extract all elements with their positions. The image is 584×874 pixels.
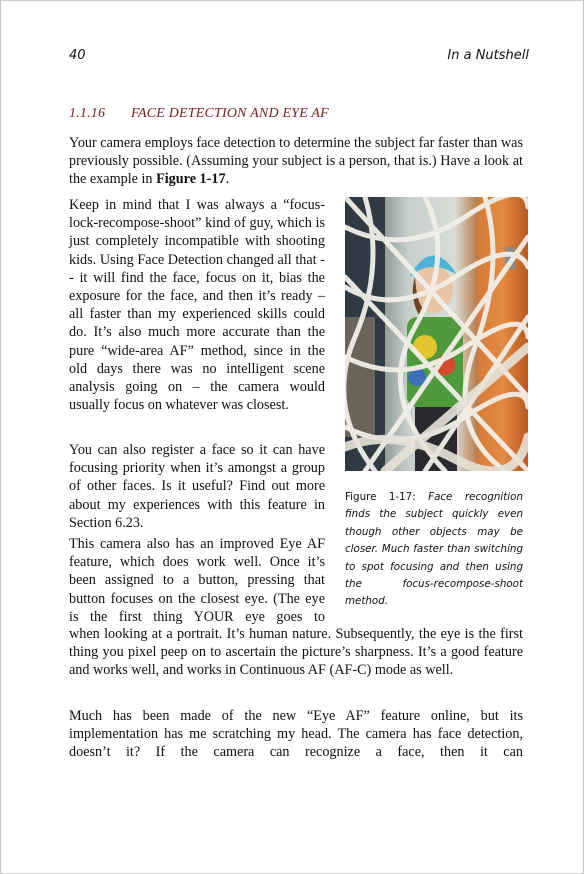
paragraph-eye-af-online: Much has been made of the new “Eye AF” feature online, but its implementation has me scratching my head. The camera has face detection, doesn’t it? If the camera can recognize a face, then it can [69,708,523,761]
figure-photo [345,197,528,471]
figure-reference: Figure 1-17 [156,171,226,188]
photo-child-climbing-net [345,197,528,471]
section-heading [69,106,329,122]
paragraph-intro-end: . [225,171,230,188]
figure-label: Figure 1-17: [345,491,416,503]
paragraph-intro [69,134,523,189]
section-title: FACE DETECTION AND EYE AF [131,106,329,121]
figure-caption [345,489,523,611]
running-title: In a Nutshell [447,48,529,63]
paragraph-focus-lock: Keep in mind that I was always a “focus-lock-recompose-shoot” kind of guy, which is just completely incompatible with shooting kids. Using Face Detection changed all that -- it will find the face, focus on it, bias the exposure for the face, and then it’s ready – all faster than my experienced skills could do. It’s also much more accurate than the pure “wide-area AF” method, since in the old days there was no intelligent scene analysis going on – the camera would usually focus on whatever was closest. [69,197,325,414]
paragraph-intro-text: Your camera employs face detection to determine the subject far faster than was previously possible. (Assuming your subject is a person, that is.) Have a look at the example in [69,135,523,188]
section-number: 1.1.16 [69,106,106,121]
paragraph-register-face: You can also register a face so it can have focusing priority when it’s amongst a group of other faces. Is it useful? Find out more about my experiences with this feature in Section 6.23. [69,442,325,531]
paragraph-eye-af-cont: when looking at a portrait. It’s human nature. Subsequently, the eye is the first thing you pixel peep on to ascertain the picture’s sharpness. It’s a good feature and works well, and works in Continuous AF (AF-C) mode as well. [69,626,523,679]
paragraph-eye-af-start: This camera also has an improved Eye AF feature, which does work well. Once it’s been assigned to a button, pressing that button focuses on the closest eye. (The eye is the first thing YOUR eye goes to [69,536,325,625]
figure-caption-text: Face recognition finds the subject quickly even though other objects may be closer. Much faster than switching to spot focusing and then using the focus-recompose-shoot method. [345,491,523,608]
page-number: 40 [69,48,86,63]
